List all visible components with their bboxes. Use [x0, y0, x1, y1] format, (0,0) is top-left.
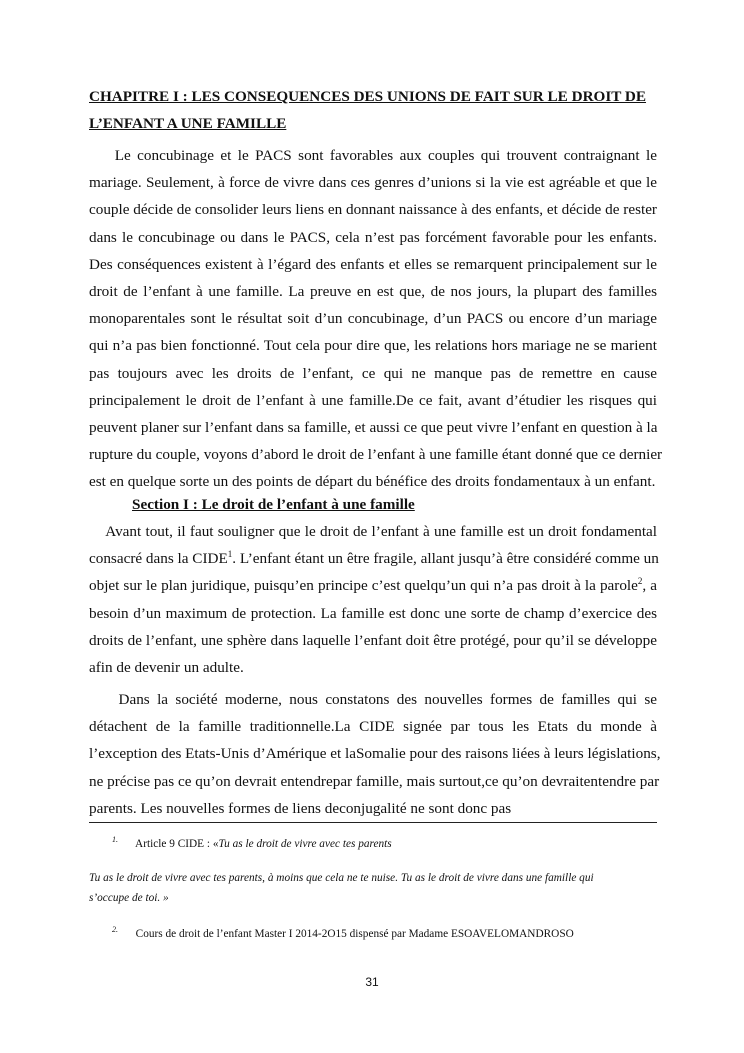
paragraph-line: l’exception des Etats-Unis d’Amérique et laSomalie pour des raisons liées à leurs législations,: [89, 745, 661, 763]
paragraph-line: mariage. Seulement, à force de vivre dans ces genres d’unions si la vie est agréable et que le: [89, 174, 657, 192]
paragraph-line: ne précise pas ce qu’on devrait entendrepar famille, mais surtout,ce qu’on devraitentendre par: [89, 772, 660, 790]
footnote-2-text: Cours de droit de l’enfant Master I 2014-2O15 dispensé par Madame ESOAVELOMANDROSO: [135, 927, 574, 940]
footnote-1: [112, 832, 392, 852]
page-number: 31: [365, 975, 379, 989]
footnote-2: [112, 922, 574, 942]
paragraph-line: afin de devenir un adulte.: [89, 659, 244, 677]
intro-paragraph: [89, 142, 663, 496]
chapter-title-line-1: CHAPITRE I : LES CONSEQUENCES DES UNIONS DE FAIT SUR LE DROIT DE: [89, 88, 647, 105]
paragraph-line: couple décide de consolider leurs liens en donnant naissance à des enfants, et décide de rester: [89, 201, 657, 219]
footnote-1-quote: Tu as le droit de vivre avec tes parents: [218, 837, 392, 850]
paragraph-line: [89, 572, 657, 599]
footnote-2-number: 2.: [112, 925, 118, 934]
chapter-title-line-2: L’ENFANT A UNE FAMILLE: [89, 115, 287, 132]
paragraph-line: pas toujours avec les droits de l’enfant, ce qui ne manque pas de remettre en cause: [89, 364, 657, 382]
paragraph-line: Avant tout, il faut souligner que le droit de l’enfant à une famille est un droit fondamental: [89, 523, 657, 540]
paragraph-line: rupture du couple, voyons d’abord le droit de l’enfant à une famille étant donné que ce dernier: [89, 446, 663, 464]
footnote-ref-2[interactable]: 2: [637, 576, 643, 587]
paragraph-line: peuvent planer sur l’enfant dans sa famille, et aussi ce que peut vivre l’enfant en question à la: [89, 419, 658, 437]
paragraph-text: . L’enfant étant un être fragile, allant jusqu’à être considéré comme un: [232, 550, 659, 568]
paragraph-line: Dans la société moderne, nous constatons des nouvelles formes de familles qui se: [89, 691, 657, 708]
footnote-1-cont-line-2: s’occupe de toi. »: [89, 892, 169, 904]
paragraph-text: objet sur le plan juridique, puisqu’en principe c’est quelqu’un qui n’a pas droit à la parole: [89, 577, 638, 595]
footnote-1-cont-line-1: Tu as le droit de vivre avec tes parents, à moins que cela ne te nuise. Tu as le droit de vivre dans une famille qui: [89, 872, 594, 884]
section-paragraph-2: [89, 686, 661, 822]
paragraph-line: Des conséquences existent à l’égard des enfants et elles se remarquent principalement sur le: [89, 255, 657, 273]
section-title: Section I : Le droit de l’enfant à une famille: [132, 496, 415, 513]
section-paragraph-1: [89, 518, 657, 681]
paragraph-line: qui n’a pas bien fonctionné. Tout cela pour dire que, les relations hors mariage ne se marient: [89, 337, 657, 355]
paragraph-text: consacré dans la CIDE: [89, 550, 228, 568]
paragraph-line: droit de l’enfant à une famille. La preuve en est que, de nos jours, la plupart des familles: [89, 283, 657, 301]
paragraph-line: besoin d’un maximum de protection. La famille est donc une sorte de champ d’exercice des: [89, 604, 657, 622]
footnote-separator: [89, 822, 657, 823]
paragraph-line: est en quelque sorte un des points de départ du bénéfice des droits fondamentaux à un enfant.: [89, 473, 656, 491]
footnote-1-number: 1.: [112, 835, 118, 844]
paragraph-line: principalement le droit de l’enfant à une famille.De ce fait, avant d’étudier les risques qui: [89, 391, 657, 409]
paragraph-line: parents. Les nouvelles formes de liens deconjugalité ne sont donc pas: [89, 799, 512, 817]
footnote-ref-1[interactable]: 1: [227, 549, 233, 560]
paragraph-line: dans le concubinage ou dans le PACS, cela n’est pas forcément favorable pour les enfants.: [89, 228, 657, 246]
paragraph-text: , a: [642, 577, 657, 595]
footnote-1-continuation: [89, 868, 657, 908]
paragraph-line: monoparentales sont le résultat soit d’un concubinage, d’un PACS ou encore d’un mariage: [89, 310, 657, 328]
paragraph-line: [89, 545, 657, 572]
paragraph-line: Le concubinage et le PACS sont favorables aux couples qui trouvent contraignant le: [89, 147, 657, 164]
footnote-1-text: Article 9 CIDE : «: [135, 837, 219, 850]
chapter-title: [89, 83, 657, 137]
paragraph-line: détachent de la famille traditionnelle.La CIDE signée par tous les Etats du monde à: [89, 718, 657, 736]
paragraph-line: droits de l’enfant, une sphère dans laquelle l’enfant doit être protégé, pour qu’il se développe: [89, 631, 657, 649]
